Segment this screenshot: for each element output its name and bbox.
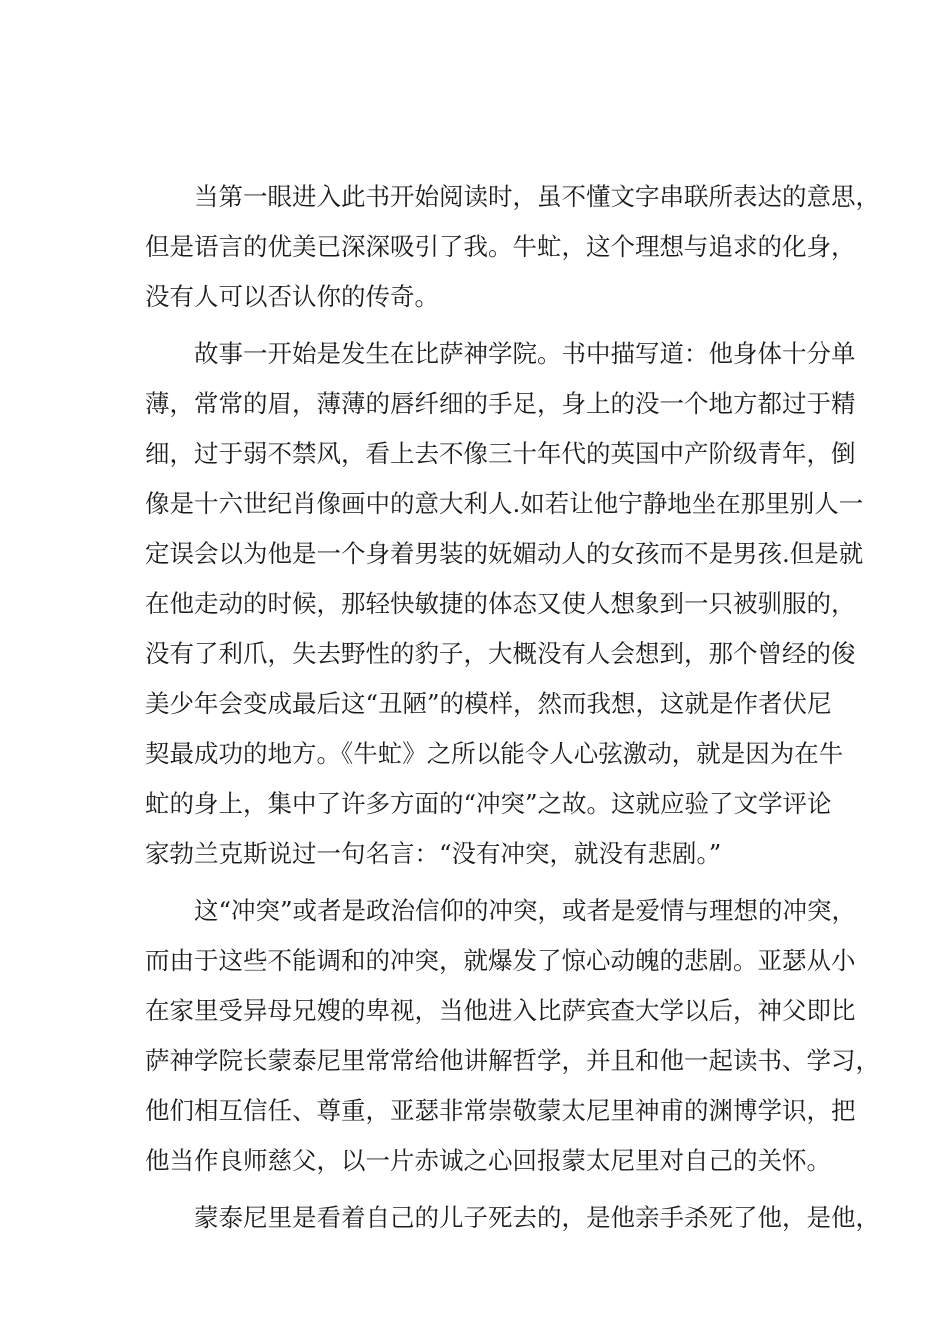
text-line: 蒙泰尼里是看着自己的儿子死去的，是他亲手杀死了他，是他， [194, 1203, 880, 1232]
text-line: 在家里受异母兄嫂的卑视，当他进入比萨宾查大学以后，神父即比 [145, 996, 856, 1025]
text-line: 当第一眼进入此书开始阅读时，虽不懂文字串联所表达的意思， [194, 182, 880, 211]
text-line: 没有了利爪，失去野性的豹子，大概没有人会想到，那个曾经的俊 [145, 639, 856, 668]
text-line: 家勃兰克斯说过一句名言：“没有冲突，就没有悲剧。” [145, 839, 722, 868]
text-line: 没有人可以否认你的传奇。 [145, 282, 439, 311]
text-line: 而由于这些不能调和的冲突，就爆发了惊心动魄的悲剧。亚瑟从小 [145, 946, 856, 975]
paragraph-4 [145, 1193, 880, 1243]
text-line: 美少年会变成最后这“丑陋”的模样，然而我想，这就是作者伏尼 [145, 689, 832, 718]
text-line: 细，过于弱不禁风，看上去不像三十年代的英国中产阶级青年，倒 [145, 439, 856, 468]
text-line: 他们相互信任、尊重，亚瑟非常崇敬蒙太尼里神甫的渊博学识，把 [145, 1096, 856, 1125]
document-body [145, 172, 880, 1250]
text-line: 契最成功的地方。《牛虻》之所以能令人心弦激动，就是因为在牛 [145, 739, 844, 768]
text-line: 像是十六世纪肖像画中的意大利人.如若让他宁静地坐在那里别人一 [145, 489, 864, 518]
text-line: 薄，常常的眉，薄薄的唇纤细的手足，身上的没一个地方都过于精 [145, 389, 856, 418]
text-line: 这“冲突”或者是政治信仰的冲突，或者是爱情与理想的冲突， [194, 896, 857, 925]
text-line: 他当作良师慈父，以一片赤诚之心回报蒙太尼里对自己的关怀。 [145, 1146, 831, 1175]
text-line: 但是语言的优美已深深吸引了我。牛虻，这个理想与追求的化身， [145, 232, 856, 261]
paragraph-1 [145, 172, 880, 322]
paragraph-3 [145, 886, 880, 1186]
text-line: 虻的身上，集中了许多方面的“冲突”之故。这就应验了文学评论 [145, 789, 832, 818]
paragraph-2 [145, 329, 864, 879]
text-line: 故事一开始是发生在比萨神学院。书中描写道：他身体十分单 [194, 339, 856, 368]
text-line: 在他走动的时候，那轻快敏捷的体态又使人想象到一只被驯服的， [145, 589, 856, 618]
text-line: 萨神学院长蒙泰尼里常常给他讲解哲学，并且和他一起读书、学习， [145, 1046, 880, 1075]
text-line: 定误会以为他是一个身着男装的妩媚动人的女孩而不是男孩.但是就 [145, 539, 864, 568]
